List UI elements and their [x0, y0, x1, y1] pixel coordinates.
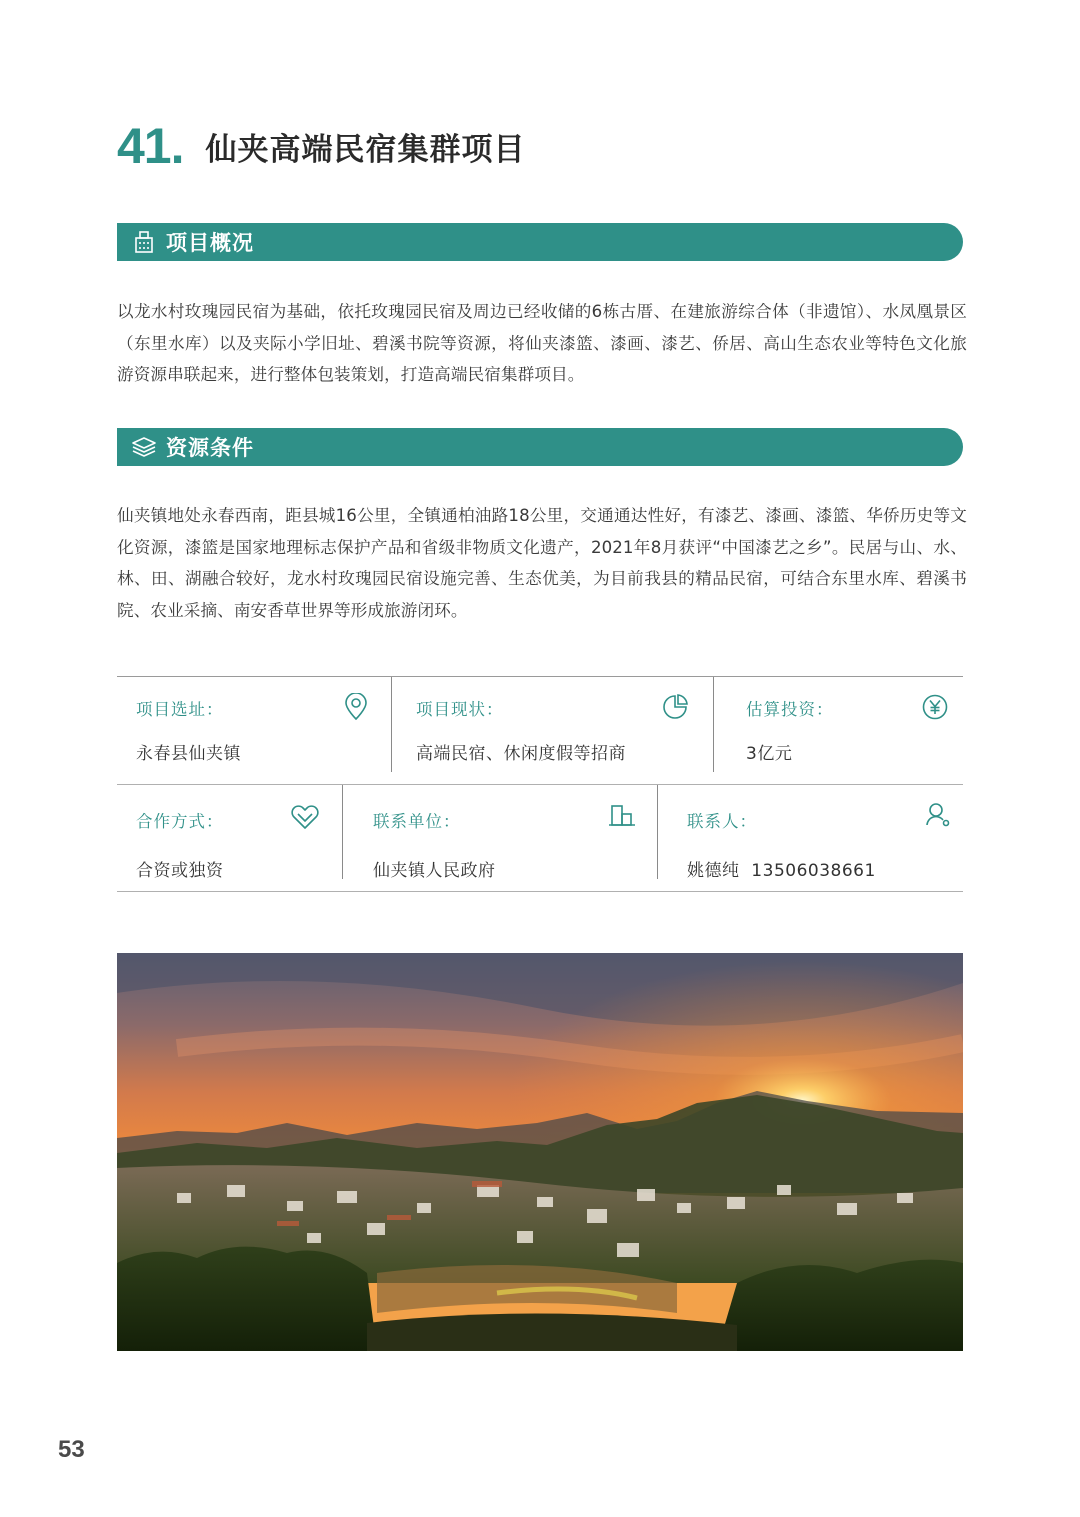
info-cell-investment	[714, 677, 963, 772]
contact-unit-value: 仙夹镇人民政府	[373, 861, 496, 881]
section-title-overview: 项目概况	[166, 231, 254, 255]
resources-text: 仙夹镇地处永春西南，距县城16公里，全镇通柏油路18公里，交通通达性好，有漆艺、漆画、漆篮、华侨历史等文化资源，漆篮是国家地理标志保护产品和省级非物质文化遗产，2021年8月获评“中国漆艺之乡”。民居与山、水、林、田、湖融合较好，龙水村玫瑰园民宿设施完善、生态优美，为目前我县的精品民宿，可结合东里水库、碧溪书院、农业采摘、南安香草世界等形成旅游闭环。	[117, 506, 967, 620]
investment-label: 估算投资：	[746, 700, 834, 719]
layers-icon	[131, 434, 157, 460]
info-row-1	[117, 677, 963, 784]
info-row-2	[117, 785, 963, 891]
building-icon	[131, 229, 157, 255]
location-pin-icon	[343, 693, 371, 721]
page-title	[117, 112, 526, 172]
village-sunset-photo	[117, 953, 963, 1351]
office-building-icon	[608, 803, 636, 831]
investment-value: 3亿元	[746, 744, 793, 764]
info-cell-location	[117, 677, 392, 772]
cooperation-label: 合作方式：	[136, 812, 224, 831]
location-value: 永春县仙夹镇	[136, 744, 241, 764]
contact-person-label: 联系人：	[687, 812, 757, 831]
status-value: 高端民宿、休闲度假等招商	[416, 744, 626, 764]
partnership-icon	[290, 803, 318, 831]
info-cell-contact-unit	[343, 785, 658, 879]
overview-text: 以龙水村玫瑰园民宿为基础，依托玫瑰园民宿及周边已经收储的6栋古厝、在建旅游综合体（非遗馆）、水凤凰景区（东里水库）以及夹际小学旧址、碧溪书院等资源，将仙夹漆篮、漆画、漆艺、侨居、高山生态农业等特色文化旅游资源串联起来，进行整体包装策划，打造高端民宿集群项目。	[117, 302, 967, 384]
user-icon	[925, 801, 953, 829]
section-header-resources	[117, 428, 963, 466]
section-title-resources: 资源条件	[166, 436, 254, 460]
contact-unit-label: 联系单位：	[373, 812, 461, 831]
status-label: 项目现状：	[416, 700, 504, 719]
info-cell-contact-person	[658, 785, 963, 879]
project-info-table	[117, 676, 963, 892]
project-title: 仙夹高端民宿集群项目	[205, 132, 526, 168]
contact-person-value: 姚德纯 13506038661	[687, 861, 876, 881]
location-label: 项目选址：	[136, 700, 224, 719]
cooperation-value: 合资或独资	[136, 861, 224, 881]
section-header-overview	[117, 223, 963, 261]
project-number: 41.	[117, 118, 184, 174]
info-cell-cooperation	[117, 785, 343, 879]
info-cell-status	[392, 677, 714, 772]
pie-chart-icon	[661, 693, 689, 721]
page-number: 53	[58, 1436, 85, 1463]
table-bottom-rule	[117, 891, 963, 892]
yuan-icon	[921, 693, 949, 721]
